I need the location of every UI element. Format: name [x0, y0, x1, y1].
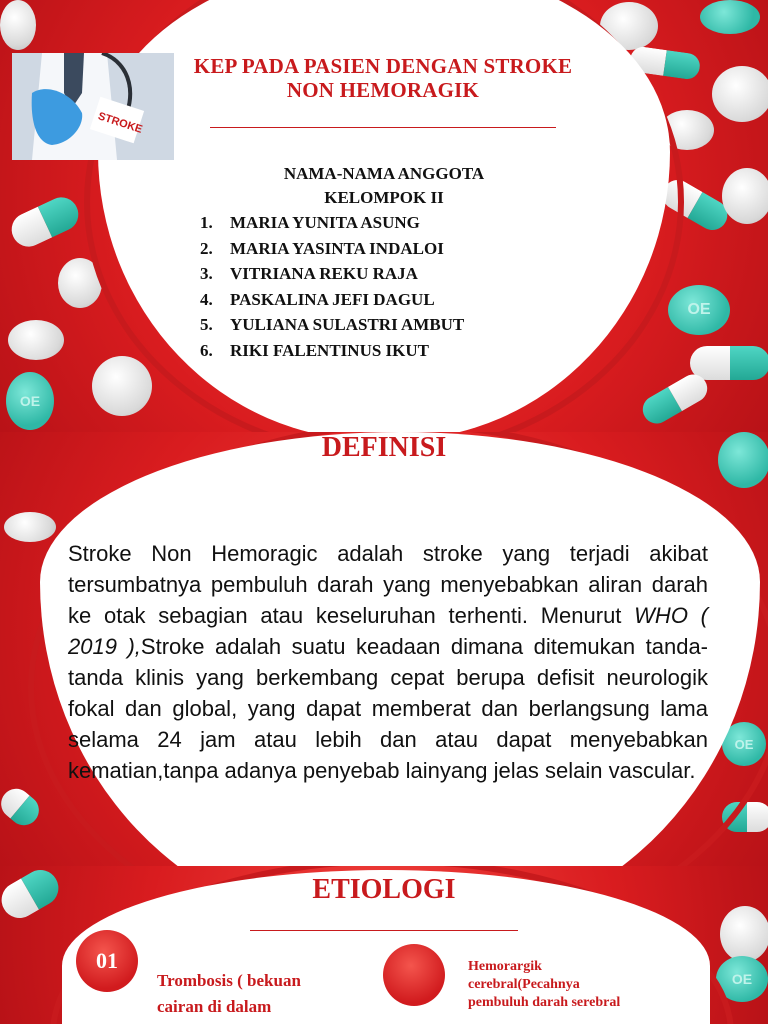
- capsule-decoration: [690, 346, 768, 380]
- pill-decoration: OE: [722, 722, 766, 766]
- number-badge: 01: [76, 930, 138, 992]
- pill-decoration: [700, 0, 760, 34]
- pill-decoration: OE: [716, 956, 768, 1002]
- pill-decoration: OE: [668, 285, 730, 335]
- list-item: 4. PASKALINA JEFI DAGUL: [200, 289, 435, 309]
- pill-decoration: [92, 356, 152, 416]
- pill-decoration: [712, 66, 768, 122]
- list-item: 1. MARIA YUNITA ASUNG: [200, 213, 420, 232]
- pill-decoration: [0, 0, 36, 50]
- heading-divider: [250, 930, 518, 931]
- svg-text:STROKE: STROKE: [96, 110, 144, 136]
- etiology-item-1: Trombosis ( bekuan cairan di dalam: [157, 971, 301, 1016]
- title-line-1: KEP PADA PASIEN DENGAN STROKE: [193, 54, 573, 78]
- member-list: [200, 210, 464, 364]
- slide-title: [0, 0, 768, 432]
- list-item: 2. MARIA YASINTA INDALOI: [200, 238, 444, 258]
- citation: WHO ( 2019 ),: [68, 603, 708, 659]
- number-badge: [383, 944, 445, 1006]
- pill-decoration: [8, 320, 64, 360]
- title-line-2: NON HEMORAGIK: [286, 78, 480, 102]
- section-heading: ETIOLOGI: [312, 874, 456, 905]
- section-heading: DEFINISI: [321, 432, 447, 463]
- pill-decoration: [722, 168, 768, 224]
- slide-etiology: [0, 866, 768, 1024]
- list-item: 3. VITRIANA REKU RAJA: [200, 264, 418, 284]
- pill-decoration: OE: [6, 372, 54, 430]
- presentation-title: [150, 54, 616, 102]
- etiology-item-2: Hemorargik cerebral(Pecahnya pembuluh darah serebral: [468, 959, 621, 1010]
- list-item: 6. RIKI FALENTINUS IKUT: [200, 340, 430, 360]
- definition-paragraph: Stroke Non Hemoragic adalah stroke yang terjadi akibat tersumbatnya pembuluh darah yang menyebabkan aliran darah ke otak sebagian atau keseluruhan terhenti. Menurut WHO ( 2019 ),Stroke adalah suatu keadaan dimana ditemukan tanda-tanda klinis yang berkembang cepat berupa defisit neurologik fokal dan global, yang dapat memberat dan berlangsung lama selama 24 jam atau lebih dan atau dapat menyebabkan kematian,tanpa adanya penyebab lainyang jelas selain vascular.: [68, 541, 709, 783]
- title-divider: [210, 127, 556, 128]
- list-item: 5. YULIANA SULASTRI AMBUT: [200, 315, 465, 335]
- slide-definition: [0, 432, 768, 866]
- pill-decoration: [4, 512, 56, 542]
- pill-decoration: [720, 906, 768, 962]
- members-heading: NAMA-NAMA ANGGOTA KELOMPOK II: [283, 164, 485, 207]
